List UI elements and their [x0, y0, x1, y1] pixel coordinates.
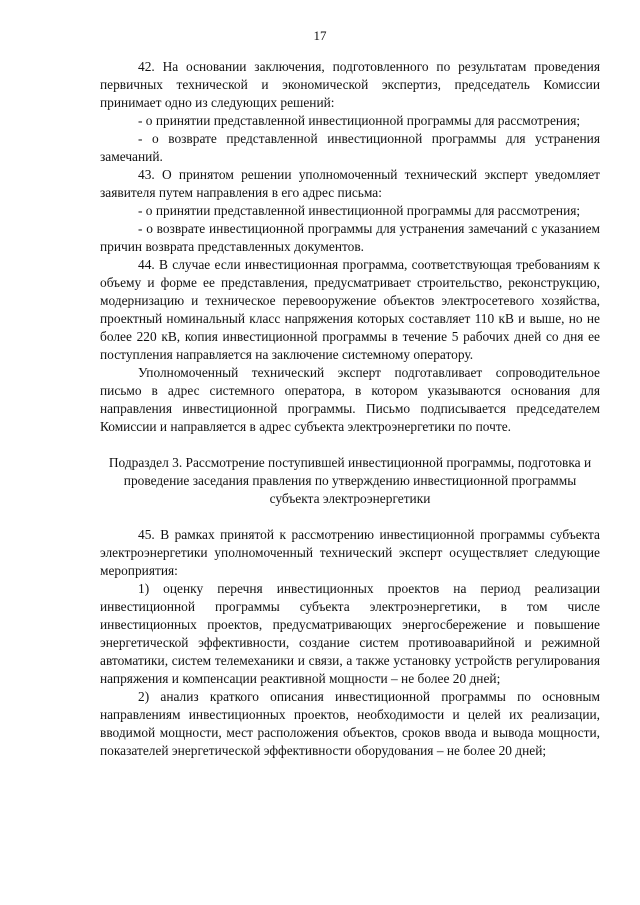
document-body	[100, 58, 600, 760]
list-item-2: 2) анализ краткого описания инвестиционной программы по основным направлениям инвестиционных проектов, необходимости и целей их реализации, вводимой мощности, мест расположения объектов, сроков ввода и вывода мощности, показателей энергетической эффективности оборудования – не более 20 дней;	[100, 689, 600, 758]
paragraph-45: 45. В рамках принятой к рассмотрению инвестиционной программы субъекта электроэнергетики уполномоченный технический эксперт осуществляет следующие мероприятия:	[100, 527, 600, 578]
subsection-heading: Подраздел 3. Рассмотрение поступившей инвестиционной программы, подготовка и проведение заседания правления по утверждению инвестиционной программы субъекта электроэнергетики	[108, 455, 592, 506]
paragraph-44: 44. В случае если инвестиционная программа, соответствующая требованиям к объему и форме ее представления, предусматривает строительство, реконструкцию, модернизацию и техническое перевооружение объектов электросетевого хозяйства, проектный номинальный класс напряжения которых составляет 110 кВ и выше, но не более 220 кВ, копия инвестиционной программы в течение 5 рабочих дней со дня ее поступления направляется на заключение системному оператору.	[100, 257, 600, 362]
list-item-1: 1) оценку перечня инвестиционных проектов на период реализации инвестиционной программы субъекта электроэнергетики, в том числе инвестиционных проектов, предусматривающих энергосбережение и повышение энергетической эффективности, создание систем противоаварийной и режимной автоматики, систем телемеханики и связи, а также установку устройств регулирования напряжения и компенсации реактивной мощности – не более 20 дней;	[100, 581, 600, 686]
paragraph-42: 42. На основании заключения, подготовленного по результатам проведения первичных технической и экономической экспертиз, председатель Комиссии принимает одно из следующих решений:	[100, 59, 600, 110]
list-item-accept-letter: - о принятии представленной инвестиционной программы для рассмотрения;	[138, 203, 581, 218]
paragraph-43: 43. О принятом решении уполномоченный технический эксперт уведомляет заявителя путем направления в его адрес письма:	[100, 167, 600, 200]
list-item-return-letter: - о возврате инвестиционной программы для устранения замечаний с указанием причин возврата представленных документов.	[100, 221, 600, 254]
page-number: 17	[313, 28, 327, 43]
paragraph-expert-letter: Уполномоченный технический эксперт подготавливает сопроводительное письмо в адрес системного оператора, в котором указываются основания для направления инвестиционной программы. Письмо подписывается председателем Комиссии и направляется в адрес субъекта электроэнергетики по почте.	[100, 365, 600, 434]
list-item-return: - о возврате представленной инвестиционной программы для устранения замечаний.	[100, 131, 600, 164]
list-item-accept: - о принятии представленной инвестиционной программы для рассмотрения;	[138, 113, 581, 128]
